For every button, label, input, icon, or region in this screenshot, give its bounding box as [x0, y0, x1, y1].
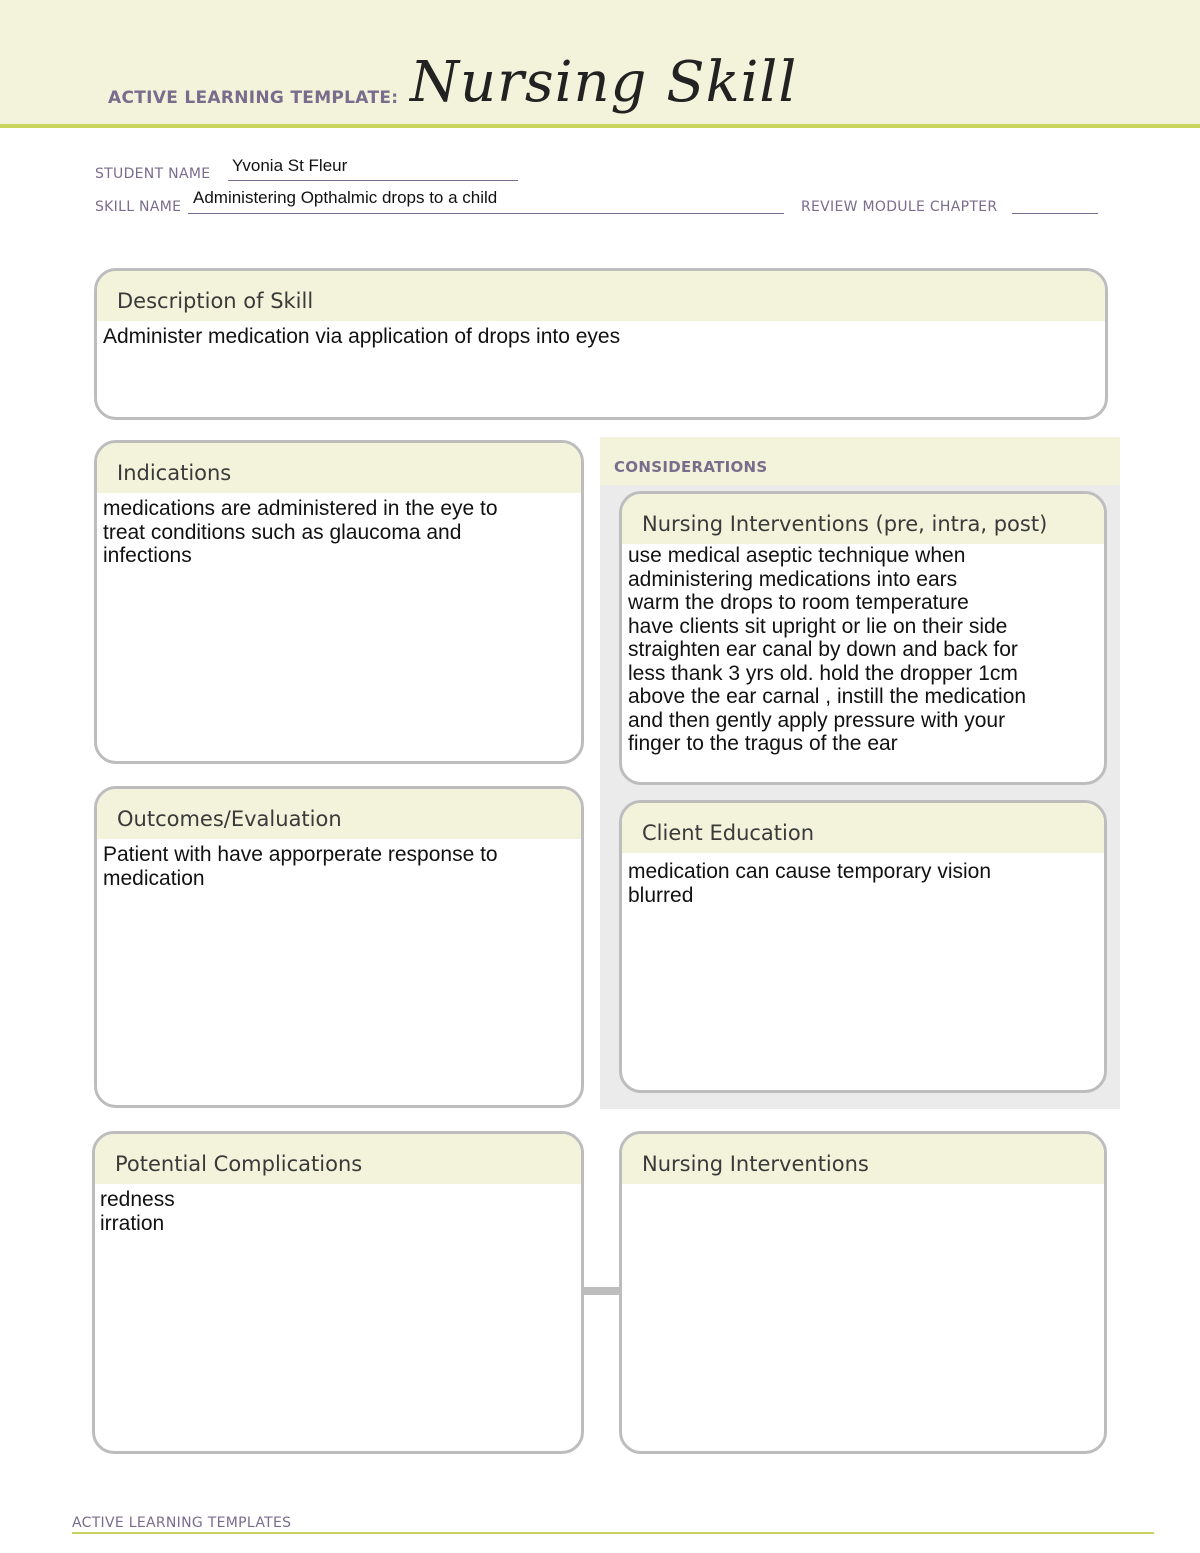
- text-line: above the ear carnal , instill the medication: [628, 685, 1027, 708]
- text-line: use medical aseptic technique when: [628, 544, 966, 567]
- outcomes-evaluation-title: Outcomes/Evaluation: [97, 789, 581, 839]
- description-box: [94, 268, 1108, 420]
- considerations-label: CONSIDERATIONS: [614, 458, 768, 476]
- nursing-interventions-pre-intra-post-box: [619, 491, 1107, 785]
- text-line: and then gently apply pressure with your: [628, 708, 1006, 732]
- nursing-interventions-body[interactable]: [622, 1184, 1104, 1188]
- outcomes-evaluation-box: [94, 786, 584, 1108]
- potential-complications-title: Potential Complications: [95, 1134, 581, 1184]
- skill-name-field[interactable]: Administering Opthalmic drops to a child: [193, 188, 498, 207]
- nursing-interventions-pre-intra-post-title: Nursing Interventions (pre, intra, post): [622, 494, 1104, 544]
- skill-name-label: SKILL NAME: [95, 199, 182, 215]
- review-module-label: REVIEW MODULE CHAPTER: [801, 199, 998, 215]
- potential-complications-body[interactable]: [95, 1184, 581, 1235]
- student-name-field[interactable]: Yvonia St Fleur: [232, 156, 348, 175]
- text-line: Administer medication via application of drops into eyes: [103, 325, 621, 348]
- text-line: less thank 3 yrs old. hold the dropper 1cm: [628, 661, 1018, 685]
- text-line: blurred: [628, 883, 694, 907]
- template-title: Nursing Skill: [410, 50, 798, 115]
- header-divider: [0, 124, 1200, 128]
- text-line: straighten ear canal by down and back for: [628, 638, 1018, 661]
- outcomes-evaluation-body[interactable]: [97, 839, 581, 890]
- student-name-label: STUDENT NAME: [95, 166, 211, 182]
- text-line: infections: [103, 544, 192, 567]
- review-module-line: [1012, 213, 1098, 214]
- text-line: redness: [100, 1188, 175, 1211]
- nursing-interventions-title: Nursing Interventions: [622, 1134, 1104, 1184]
- text-line: medication can cause temporary vision: [628, 860, 992, 883]
- client-education-body[interactable]: [622, 853, 1104, 907]
- text-line: irration: [100, 1211, 165, 1235]
- indications-body[interactable]: [97, 493, 581, 568]
- potential-complications-box: [92, 1131, 584, 1454]
- client-education-box: [619, 800, 1107, 1093]
- text-line: finger to the tragus of the ear: [628, 732, 898, 755]
- skill-name-line: [188, 213, 784, 214]
- description-title: Description of Skill: [97, 271, 1105, 321]
- student-name-line: [228, 180, 518, 181]
- description-body[interactable]: [97, 321, 1105, 349]
- footer-label: ACTIVE LEARNING TEMPLATES: [72, 1515, 292, 1531]
- text-line: medications are administered in the eye to: [103, 497, 498, 520]
- footer-divider: [72, 1532, 1154, 1534]
- text-line: have clients sit upright or lie on their side: [628, 614, 1008, 638]
- indications-box: [94, 440, 584, 764]
- nursing-interventions-box: [619, 1131, 1107, 1454]
- text-line: warm the drops to room temperature: [628, 591, 969, 614]
- template-label: ACTIVE LEARNING TEMPLATE:: [108, 88, 399, 108]
- text-line: Patient with have apporperate response to: [103, 843, 498, 866]
- text-line: medication: [103, 866, 205, 890]
- nursing-interventions-pre-intra-post-body[interactable]: [622, 544, 1104, 756]
- text-line: administering medications into ears: [628, 567, 958, 591]
- indications-title: Indications: [97, 443, 581, 493]
- text-line: treat conditions such as glaucoma and: [103, 520, 462, 544]
- connector-bar: [582, 1287, 620, 1295]
- client-education-title: Client Education: [622, 803, 1104, 853]
